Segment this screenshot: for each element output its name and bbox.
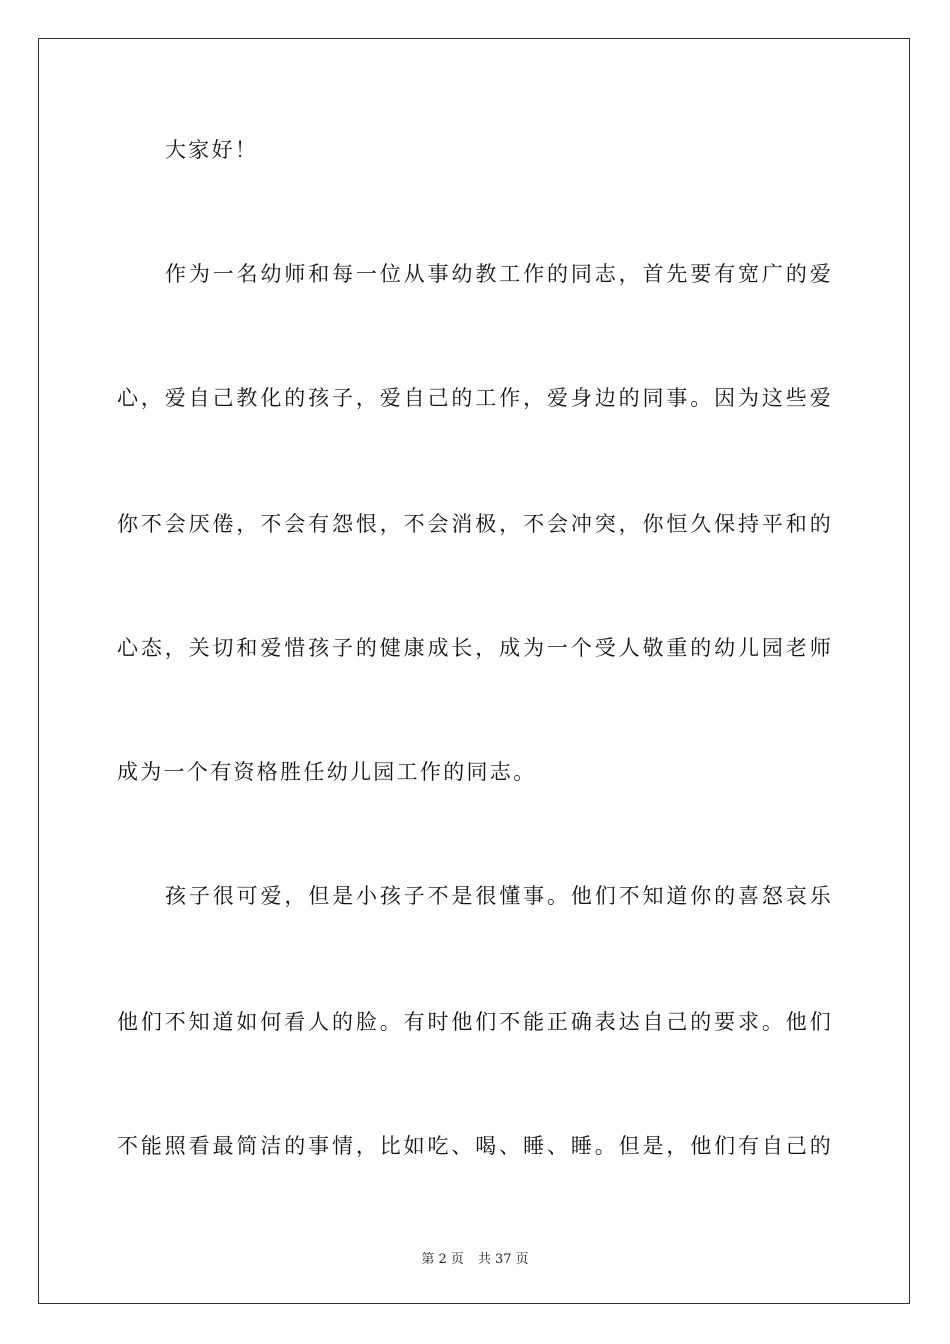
page-footer bbox=[0, 1248, 950, 1267]
text-line: 心态，关切和爱惜孩子的健康成长，成为一个受人敬重的幼儿园老师 bbox=[117, 636, 833, 660]
text-line: 他们不知道如何看人的脸。有时他们不能正确表达自己的要求。他们 bbox=[117, 1010, 833, 1034]
text-line: 不能照看最简洁的事情，比如吃、喝、睡、睡。但是，他们有自己的 bbox=[117, 1134, 833, 1158]
page-number: 第 2 页 bbox=[421, 1252, 464, 1267]
text-line: 作为一名幼师和每一位从事幼教工作的同志，首先要有宽广的爱 bbox=[165, 262, 833, 286]
text-line: 心，爱自己教化的孩子，爱自己的工作，爱身边的同事。因为这些爱 bbox=[117, 386, 833, 410]
page-border bbox=[38, 38, 910, 1304]
text-line: 孩子很可爱，但是小孩子不是很懂事。他们不知道你的喜怒哀乐 bbox=[165, 884, 833, 908]
text-line-greeting: 大家好！ bbox=[165, 138, 259, 162]
text-line: 你不会厌倦，不会有怨恨，不会消极，不会冲突，你恒久保持平和的 bbox=[117, 512, 833, 536]
page-total: 共 37 页 bbox=[477, 1252, 529, 1267]
text-line: 成为一个有资格胜任幼儿园工作的同志。 bbox=[117, 760, 537, 784]
